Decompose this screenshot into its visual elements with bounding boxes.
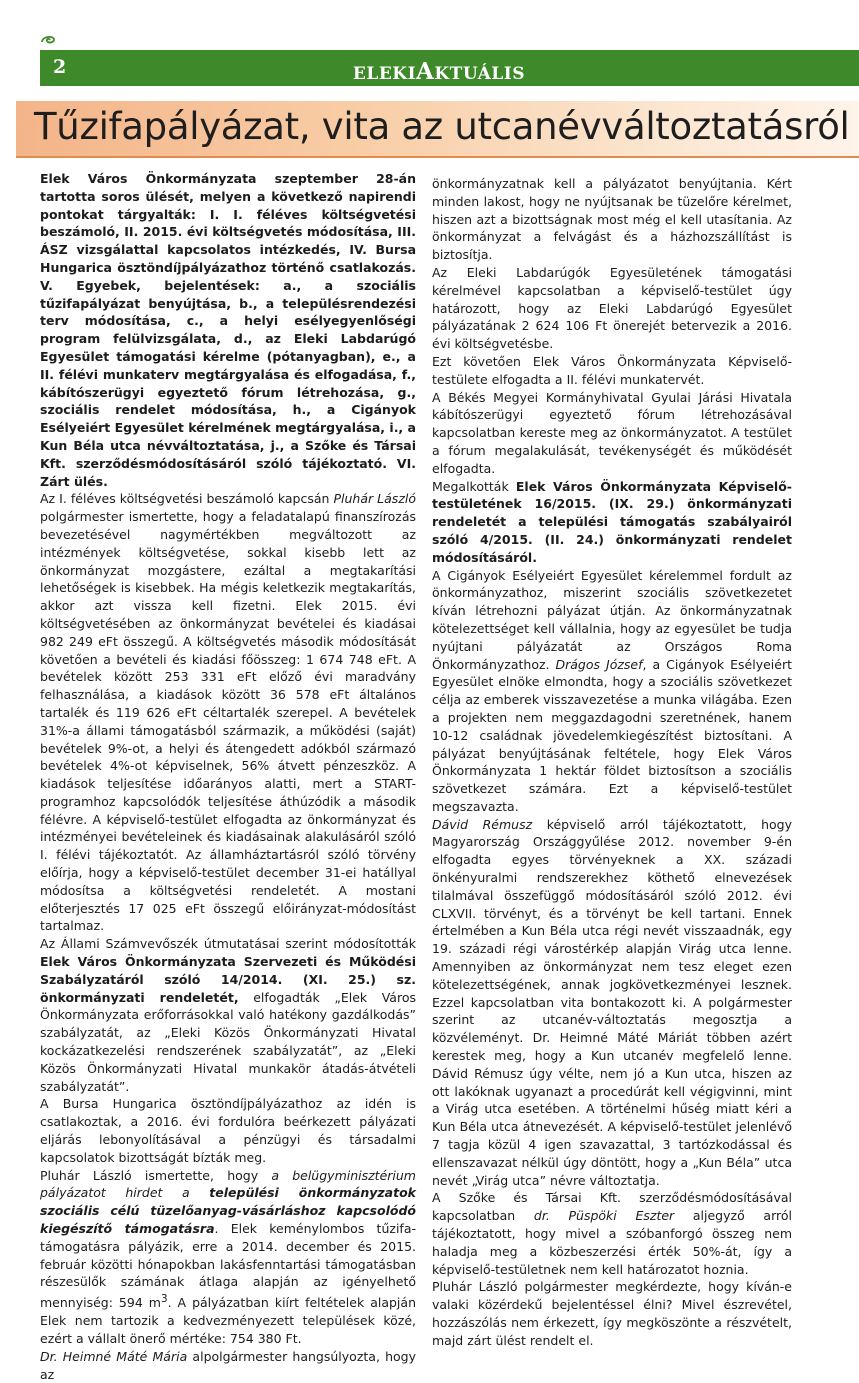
paragraph-decree: Megalkották Elek Város Önkormányzata Képviselő-testületének 16/2015. (IX. 29.) önkormányzati rendeletét a települési támogatás szabályairól szóló 4/2015. (II. 24.) önkormányzati rendelet módosításáról. bbox=[432, 478, 792, 565]
swirl-logo-icon bbox=[40, 34, 56, 46]
article-title: Tűzifapályázat, vita az utcanévváltoztatásról bbox=[34, 105, 850, 148]
regulation-title: Elek Város Önkormányzata Szervezeti és Működési Szabályzatáról szóló 14/2014. (XI. 25.) sz. önkormányzati rendeletét, bbox=[40, 954, 416, 1005]
paragraph-closing: Pluhár László polgármester megkérdezte, hogy kíván-e valaki közérdekű bejelentéssel élni? Mivel észrevétel, hozzászólás nem érkezett, így megköszönte a részvételt, majd zárt ülést rendelt el. bbox=[432, 1279, 792, 1348]
paragraph-workplan: Ezt követően Elek Város Önkormányzata Képviselő-testülete elfogadta a II. félévi munkatervét. bbox=[432, 353, 792, 387]
magazine-name bbox=[353, 58, 525, 85]
right-column bbox=[432, 175, 792, 1350]
paragraph-street-name: Dávid Rémusz képviselő arról tájékoztatott, hogy Magyarország Országgyűlése 2012. november 9-én elfogadta egyes törvényeknek a XX. századi önkényuralmi rendszerekhez köthető elnevezések tilalmával összefüggő módosításáról szóló 2012. évi CLXVII. törvényt, és a törvényt be kell tartani. Ennek értelmében a Kun Béla utca régi nevét visszaadnák, egy 19. századi régi várostérkép alapján Virág utca lenne. Amennyiben az önkormányzat nem tesz eleget ezen kötelezettségének, annak jogkövetkezményei lesznek. Ezzel kapcsolatban vita bontakozott ki. A polgármester szerint az utcanév-változtatás megosztja a közvéleményt. Dr. Heimné Máté Máriát többen azért kerestek meg, hogy a Kun utcanév megfelelő lenne. Dávid Rémusz úgy vélte, nem jó a Kun utca, hiszen az ott lakóknak ugyanazt a procedúrát kell végigvinni, mint a Virág utca esetében. A történelmi hűség miatt kéri a Kun Béla utca átnevezését. A képviselő-testület jelenlévő 7 tagja közül 4 igen szavazattal, 3 tartózkodással és ellenszavazat nélkül úgy döntött, hogy a „Kun Béla” utca nevét „Virág utca” névre változtatja. bbox=[432, 816, 792, 1188]
paragraph-drug-forum: A Békés Megyei Kormányhivatal Gyulai Járási Hivatala kábítószerügyi egyeztető fórum létrehozásával kapcsolatban kereste meg az önkormányzatot. A testület a fórum megalakulását, tevékenységét és működését elfogadta. bbox=[432, 389, 792, 476]
paragraph-deputy: Dr. Heimné Máté Mária alpolgármester hangsúlyozta, hogy az bbox=[40, 1348, 416, 1382]
intro-paragraph: Elek Város Önkormányzata szeptember 28-án tartotta soros ülését, melyen a következő napirendi pontokat tárgyalták: I. I. féléves költségvetési beszámoló, II. 2015. évi költségvetés módosítása, III. ÁSZ vizsgálattal kapcsolatos intézkedés, IV. Bursa Hungarica ösztöndíjpályázathoz történő csatlakozás. V. Egyebek, bejelentések: a., a szociális tűzifapályázat benyújtása, b., a településrendezési terv módosítása, c., a helyi esélyegyenlőségi program felülvizsgálata, d., az Eleki Labdarúgó Egyesület támogatási kérelme (pótanyagban), e., a II. félévi munkaterv megtárgyalása és elfogadása, f., kábítószerügyi egyeztető fórum létrehozása, g., szociális rendelet módosítása, h., a Cigányok Esélyeiért Egyesület kérelmének megtárgyalása, i., a Kun Béla utca névváltoztatása, j., a Szőke és Társai Kft. szerződésmódosításáról szóló tájékoztató. VI. Zárt ülés. bbox=[40, 171, 416, 489]
person-name: Dávid Rémusz bbox=[432, 816, 533, 832]
paragraph-firewood: Pluhár László ismertette, hogy a belügyminisztérium pályázatot hirdet a települési önkormányzatok szociális célú tüzelőanyag-vásárláshoz kapcsolódó kiegészítő támogatásra. Elek keménylombos tűzifa-támogatásra pályázik, erre a 2014. december és 2015. február közötti hónapokban lakásfenntartási támogatásban részesülők számának átlaga alapján az igényelhető mennyiség: 594 $m^3$. A pályázatban kiírt feltételek alapján Elek nem tartozik a kedvezményezett települések közé, ezért a vállalt önerő mértéke: 754 380 Ft. bbox=[40, 1167, 416, 1346]
magazine-initial: A bbox=[416, 58, 435, 85]
paragraph-roma: A Cigányok Esélyeiért Egyesület kérelemmel fordult az önkormányzathoz, miszerint szociális szövetkezetet kíván létrehozni pályázat útján. Az önkormányzatnak kötelezettséget kell vállalnia, hogy az egyesület be tudja nyújtani pályázatát az Országos Roma Önkormányzathoz. Drágos József, a Cigányok Esélyeiért Egyesület elnöke elmondta, hogy a szociális szövetkezet célja az emberek visszavezetése a munka világába. Ezen a projekten nem meggazdagodni szeretnének, hanem 10-12 családnak jövedelemkiegészítést biztosítani. A pályázat benyújtásának feltétele, hogy Elek Város Önkormányzata 1 hektár földet biztosítson a szociális szövetkezet számára. Ezt a képviselő-testület megszavazta. bbox=[432, 567, 792, 814]
magazine-rest: KTUÁLIS bbox=[434, 64, 525, 84]
paragraph-continuation: önkormányzatnak kell a pályázatot benyújtania. Kért minden lakost, hogy ne nyújtsanak be tüzelőre kérelmet, hiszen azt a bizottságnak most még el kell utasítania. Az önkormányzat a felvágást és a házhozszállítást is biztosítja. bbox=[432, 176, 792, 263]
paragraph-football: Az Eleki Labdarúgók Egyesületének támogatási kérelmével kapcsolatban a képviselő-testület úgy határozott, hogy az Eleki Labdarúgó Egyesület pályázatának 2 624 106 Ft önerejét betervezik a 2016. évi költségvetésbe. bbox=[432, 264, 792, 352]
paragraph-contract: A Szőke és Társai Kft. szerződésmódosításával kapcsolatban dr. Püspöki Eszter aljegyző arról tájékoztatott, hogy mivel a szóbanforgó összeg nem haladja meg a közbeszerzési érték 50%-át, így a képviselő-testületnek nem kell határozatot hoznia. bbox=[432, 1190, 792, 1277]
person-name: Pluhár László bbox=[333, 491, 416, 507]
decree-title: Elek Város Önkormányzata Képviselő-testületének 16/2015. (IX. 29.) önkormányzati rendeletét a települési támogatás szabályairól szóló 4/2015. (II. 24.) önkormányzati rendelet módosításáról. bbox=[432, 478, 792, 565]
person-name: dr. Püspöki Eszter bbox=[533, 1208, 675, 1224]
paragraph-regulation: Az Állami Számvevőszék útmutatásai szerint módosították Elek Város Önkormányzata Szervezeti és Működési Szabályzatáról szóló 14/2014. (XI. 25.) sz. önkormányzati rendeletét, elfogadták „Elek Város Önkormányzata erőforrásokkal való hatékony gazdálkodás” szabályzatát, az „Eleki Közös Önkormányzati Hivatal kockázatkezelési rendszerének szabályzatát”, az „Eleki Közös Önkormányzati Hivatal munkakör átadás-átvételi szabályzatát”. bbox=[40, 936, 416, 1094]
title-rule bbox=[16, 156, 859, 158]
page-number: 2 bbox=[53, 56, 67, 78]
magazine-prefix: ELEKI bbox=[352, 64, 417, 84]
left-column bbox=[40, 170, 416, 1383]
paragraph-budget: Az I. féléves költségvetési beszámoló kapcsán Pluhár László polgármester ismertette, hogy a feladatalapú finanszírozás bevezetésével nagymértékben megváltozott az intézmények költségvetése, sokkal kisebb lett az önkormányzat mozgástere, ezáltal a megtakarítási lehetőségek is kisebbek. Ha mégis keletkezik megtakarítás, akkor azt vissza kell fizetni. Elek 2015. évi költségvetésében az önkormányzat bevételei és kiadásai 982 249 eFt összegű. A költségvetés második módosítását követően a bevételi és kiadási főösszeg: 1 674 748 eFt. A bevételek között 253 331 eFt előző évi maradvány felhasználása, a kiadások között 36 578 eFt általános tartalék és 119 626 eFt céltartalék szerepel. A bevételek 31%-a állami támogatásból származik, a működési (saját) bevételek 9%-ot, a helyi és átengedett adókból származó bevételek 4%-ot képviselnek, 56% átvett pénzeszköz. A kiadások teljesítése időarányos alatti, mert a START-programhoz kapcsolódók teljesítése áthúzódik a második félévre. A képviselő-testület elfogadta az önkormányzat és intézményei bevételeinek és kiadásainak alakulásáról szóló I. félévi tájékoztatót. Az államháztartásról szóló törvény előírja, hogy a képviselő-testület december 31-ei hatállyal módosítsa a költségvetési rendeletét. A mostani előterjesztés 17 025 eFt összegű előirányzat-módosítást tartalmaz. bbox=[40, 491, 416, 934]
person-name: Dr. Heimné Máté Mária bbox=[40, 1348, 188, 1364]
person-name: Drágos József bbox=[555, 656, 643, 672]
paragraph-bursa: A Bursa Hungarica ösztöndíjpályázathoz az idén is csatlakoztak, a 2016. évi fordulóra beérkezett pályázati eljárás lebonyolításával a pénzügyi és társadalmi kapcsolatok bizottságát bízták meg. bbox=[40, 1096, 416, 1165]
